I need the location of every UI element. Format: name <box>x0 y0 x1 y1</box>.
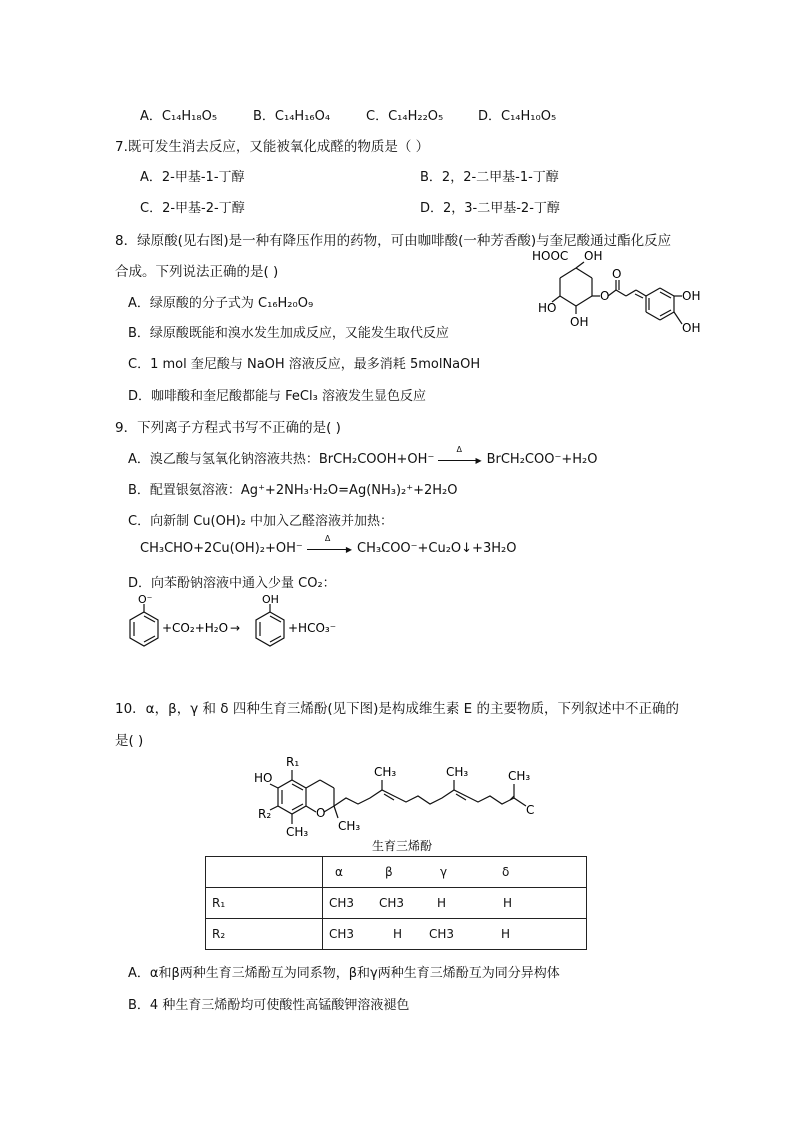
oh-top-label: OH <box>584 249 603 263</box>
q7-stem: 7.既可发生消去反应，又能被氧化成醛的物质是（ ） <box>115 139 430 155</box>
q9-option-d-label: D．向苯酚钠溶液中通入少量 CO₂： <box>128 576 336 591</box>
q7-option-d: D．2，3-二甲基-2-丁醇 <box>420 201 560 216</box>
q8-stem-line2: 合成。下列说法正确的是( ) <box>115 264 279 280</box>
option-formula: C₁₄H₂₂O₅ <box>388 109 444 124</box>
header-beta: β <box>385 865 393 879</box>
option-letter: A． <box>140 109 162 124</box>
q7-option-b: B．2，2-二甲基-1-丁醇 <box>420 170 559 185</box>
table-header-row <box>206 857 587 888</box>
cooh-label: HOOC <box>532 249 569 263</box>
equation-left: CH₃CHO+2Cu(OH)₂+OH⁻ <box>140 541 303 556</box>
chain-end-c-label: C <box>526 803 535 817</box>
q6-option-a <box>140 105 217 124</box>
c2-ch3-label: CH₃ <box>338 819 361 833</box>
phenoxide-reaction <box>120 592 350 658</box>
q10-option-b: B．4 种生育三烯酚均可使酸性高锰酸钾溶液褪色 <box>128 998 410 1013</box>
chain-end-ch3-label: CH₃ <box>508 769 531 783</box>
table-row <box>206 888 587 919</box>
ester-o-label: O <box>600 289 610 303</box>
product-label: +HCO₃⁻ <box>288 621 337 635</box>
equation-right: CH₃COO⁻+Cu₂O↓+3H₂O <box>357 541 517 556</box>
chain-ch3-b-label: CH₃ <box>446 765 469 779</box>
reagents-label: +CO₂+H₂O <box>162 621 229 635</box>
heat-symbol: Δ <box>456 444 462 454</box>
q7-option-a: A．2-甲基-1-丁醇 <box>140 170 245 185</box>
oh-ring2-label: OH <box>682 321 701 335</box>
chlorogenic-acid-structure <box>528 244 708 342</box>
cell-alpha: CH3 <box>329 896 355 910</box>
option-letter: D． <box>478 109 502 124</box>
q9-option-c-equation <box>140 533 517 556</box>
pyran-o-label: O <box>316 806 326 820</box>
table-header-cell <box>323 857 587 888</box>
option-formula: C₁₄H₁₈O₅ <box>161 109 218 124</box>
q8-option-c: C．1 mol 奎尼酸与 NaOH 溶液反应，最多消耗 5molNaOH <box>128 357 481 372</box>
option-formula: C₁₄H₁₀O₅ <box>501 109 557 124</box>
r2-label: R₂ <box>258 807 272 821</box>
q7-option-c: C．2-甲基-2-丁醇 <box>140 201 245 216</box>
carbonyl-o-label: O <box>612 267 622 281</box>
cell-delta: H <box>503 896 513 910</box>
row-values <box>323 888 587 919</box>
q9-option-b: B．配置银氨溶液：Ag⁺+2NH₃·H₂O=Ag(NH₃)₂⁺+2H₂O <box>128 483 458 498</box>
oh-ring1-label: OH <box>682 289 701 303</box>
option-letter: C． <box>366 109 389 124</box>
table-row <box>206 919 587 950</box>
q10-option-a: A．α和β两种生育三烯酚互为同系物，β和γ两种生育三烯酚互为同分异构体 <box>128 966 560 981</box>
q9-option-a <box>128 444 598 467</box>
cell-alpha: CH3 <box>329 927 355 941</box>
row-label: R₁ <box>206 888 323 919</box>
cell-gamma: H <box>437 896 447 910</box>
option-letter: B． <box>253 109 275 124</box>
oh-bottom-label: OH <box>570 315 589 329</box>
header-delta: δ <box>502 865 510 879</box>
option-formula: C₁₄H₁₆O₄ <box>274 109 331 124</box>
q8-option-d: D．咖啡酸和奎尼酸都能与 FeCl₃ 溶液发生显色反应 <box>128 389 426 404</box>
heat-symbol: Δ <box>324 533 331 543</box>
tocotrienol-structure <box>250 752 550 856</box>
chain-ch3-a-label: CH₃ <box>374 765 397 779</box>
figure-caption: 生育三烯酚 <box>372 839 433 853</box>
reaction-arrow: → <box>230 621 241 635</box>
table-header-cell <box>206 857 323 888</box>
option-a-left: A．溴乙酸与氢氧化钠溶液共热：BrCH₂COOH+OH⁻ <box>128 452 435 467</box>
row-label: R₂ <box>206 919 323 950</box>
q6-option-c <box>366 105 443 124</box>
q9-stem: 9．下列离子方程式书写不正确的是( ) <box>115 420 341 436</box>
q10-stem-line1: 10．α，β，γ 和 δ 四种生育三烯酚(见下图)是构成维生素 E 的主要物质，下列叙述中不正确的 <box>115 701 679 717</box>
q10-stem-line2: 是( ) <box>115 733 144 749</box>
ho-label: HO <box>254 771 273 785</box>
cell-beta: CH3 <box>379 896 405 910</box>
cell-beta: H <box>393 927 403 941</box>
heat-arrow: Δ ▶ <box>438 453 482 467</box>
cell-delta: H <box>501 927 511 941</box>
q9-option-c-label: C．向新制 Cu(OH)₂ 中加入乙醛溶液并加热： <box>128 514 394 529</box>
row-values <box>323 919 587 950</box>
oh-label: OH <box>262 593 279 606</box>
q8-option-a: A．绿原酸的分子式为 C₁₆H₂₀O₉ <box>128 296 314 311</box>
q6-option-b <box>253 105 330 124</box>
option-a-right: BrCH₂COO⁻+H₂O <box>486 452 598 467</box>
cell-gamma: CH3 <box>429 927 455 941</box>
q8-option-b: B．绿原酸既能和溴水发生加成反应，又能发生取代反应 <box>128 326 449 341</box>
q8-stem-line1: 8．绿原酸(见右图)是一种有降压作用的药物，可由咖啡酸(一种芳香酸)与奎尼酸通过酯化反应 <box>115 233 672 249</box>
header-alpha: α <box>335 865 343 879</box>
ho-left-label: HO <box>538 301 557 315</box>
r1-label: R₁ <box>286 755 300 769</box>
q6-option-d <box>478 105 556 124</box>
ring-ch3-label: CH₃ <box>286 825 309 839</box>
tocotrienol-table <box>205 856 587 950</box>
header-gamma: γ <box>440 865 448 879</box>
o-minus-label: O⁻ <box>138 593 153 606</box>
heat-arrow: Δ ▶ <box>307 542 353 556</box>
